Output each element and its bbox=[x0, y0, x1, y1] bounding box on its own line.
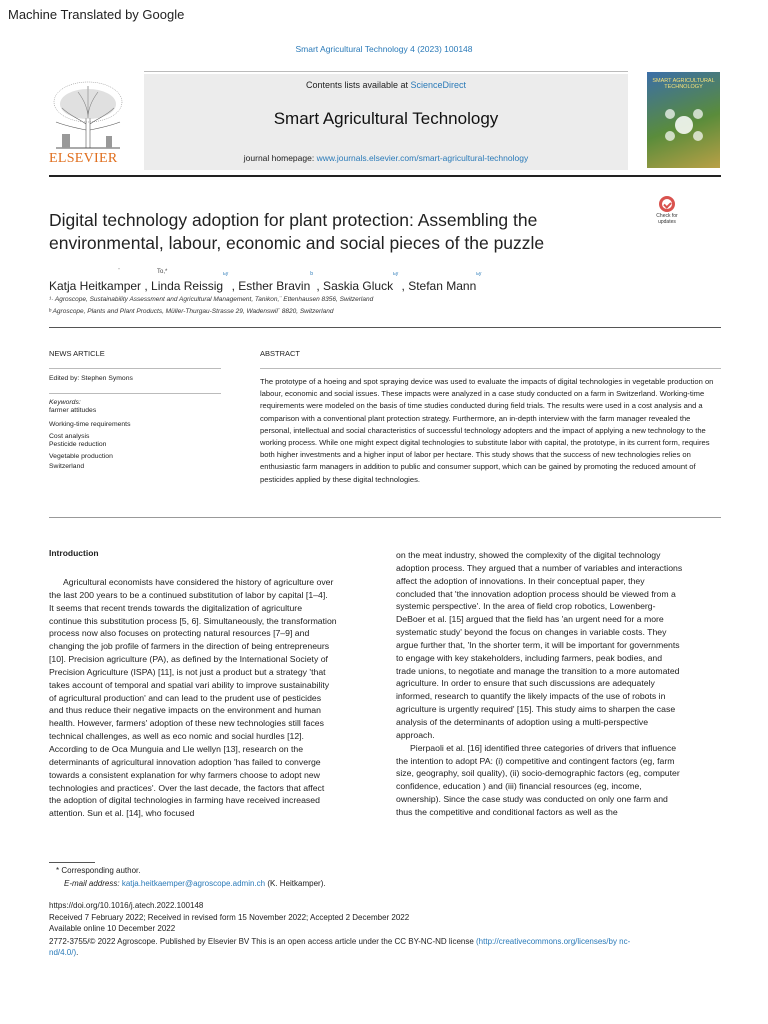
body-line: determinants of agricultural innovation adoption 'has failed to converge bbox=[49, 756, 321, 767]
body-line: ownership). Since the case study was conducted on only one farm and bbox=[396, 794, 668, 805]
body-line: of agricultural production' and can lead to the prudent use of pesticides bbox=[49, 692, 322, 703]
body-line: continue this substitution process [5, 6]. Simultaneously, the transformation bbox=[49, 615, 337, 626]
contents-line bbox=[144, 80, 628, 90]
sciencedirect-link[interactable]: ScienceDirect bbox=[410, 80, 467, 90]
body-line: on the meat industry, showed the complexity of the digital technology bbox=[396, 550, 661, 560]
body-line: towards a consistent explanation for why farmers choose to adopt new bbox=[49, 769, 320, 780]
body-line: the last 200 years to be a continued substitution of labor by capital [1–4]. bbox=[49, 589, 328, 600]
intro-column-1 bbox=[49, 576, 375, 820]
article-title bbox=[49, 209, 629, 255]
journal-title: Smart Agricultural Technology bbox=[273, 109, 499, 128]
body-line: concluded that 'the innovation adoption process should be viewed from a bbox=[396, 588, 676, 599]
keyword: Switzerland bbox=[49, 463, 85, 470]
author-name[interactable]: Katja Heitkamper bbox=[49, 279, 142, 293]
license-link[interactable]: (http://creativecommons.org/licenses/by nc- bbox=[476, 937, 631, 946]
body-line: Pierpaoli et al. [16] identified three categories of drivers that influence bbox=[410, 742, 677, 753]
license-text: 2772-3755/© 2022 Agroscope. Published by Elsevier BV This is an open access article under the CC BY-NC-ND license bbox=[49, 937, 477, 946]
available-online: Available online 10 December 2022 bbox=[49, 924, 176, 933]
contents-prefix: Contents lists available at bbox=[305, 80, 411, 90]
author-mark-2: To,* bbox=[157, 269, 168, 275]
news-article-heading: NEWS ARTICLE bbox=[49, 349, 105, 358]
body-line: [10]. Precision agriculture (PA), as defined by the International Society of bbox=[49, 654, 328, 665]
license-link-cont[interactable]: nd/4.0/) bbox=[49, 948, 77, 957]
body-line: affect the adoption of innovations. In their conceptual paper, they bbox=[396, 575, 645, 586]
edited-by: Edited by: Stephen Symons bbox=[49, 375, 133, 382]
body-line: technologies and practices'. Over the last decade, the factors that affect bbox=[49, 782, 325, 793]
abstract-text: The prototype of a hoeing and spot spraying device was used to evaluate the impacts of digital technologies in vegetable production on labour, economic and social issues. These impacts were analyzed in a case study conducted on a farm in Switzerland. Working-time requirements were modeled on the basis of time studies conducted during field trials. The results were used in a cost analysis and a comparison with a conventional plant protection strategy. Furthermore, an in-depth interview with the farm manager revealed the personal, intellectual and social characteristics of successful technology adopters and the impact of applying a new technology to the working process. While one might expect digital technologies to substitute labor with capital, the prototype, in its current form, requires both higher investments and a higher input of labor per hectare. This study shows that the success of new technologies relies on enthusiastic farm managers in addition to public and consumer support, which can be gained by promoting the reduced amount of pesticides applied by these digital technologies. bbox=[260, 377, 714, 484]
affiliation-a: ¹· Agroscope, Sustainability Assessment and Agricultural Management, Tanikon,¨ Ettenhausen 8356, Switzerland bbox=[49, 296, 374, 303]
introduction-heading: Introduction bbox=[49, 548, 99, 558]
body-line: takes account of temporal and spatial vari ability to improve sustainability bbox=[49, 679, 330, 690]
machine-translation-watermark: Machine Translated by Google bbox=[8, 7, 185, 22]
doi-link[interactable]: https://doi.org/10.1016/j.atech.2022.100148 bbox=[49, 901, 204, 910]
body-line: adoption process. They argued that a number of variables and interactions bbox=[396, 562, 683, 573]
email-label: E-mail address: bbox=[64, 879, 120, 888]
author-sup: ьу bbox=[393, 271, 399, 277]
author-name[interactable]: , Linda Reissig bbox=[144, 279, 224, 293]
corresponding-author-note: * Corresponding author. bbox=[56, 866, 141, 875]
body-line: systemic perspective'. In the area of field crop robotics, Lowenberg- bbox=[396, 601, 656, 612]
body-line: confidence, education ) and (iii) financial resources (eg, income, bbox=[396, 781, 642, 792]
email-line bbox=[64, 879, 326, 888]
body-line: argue further that, 'In the shorter term, it will be important for governments bbox=[396, 639, 680, 650]
author-name[interactable]: , Esther Bravin bbox=[231, 279, 311, 293]
body-line: health. However, farmers' adoption of these new technologies still faces bbox=[49, 718, 324, 729]
license-line bbox=[49, 936, 721, 958]
author-name[interactable]: , Saskia Gluck bbox=[316, 279, 394, 293]
body-line: According to de Oca Munguia and Lle wellyn [13], research on the bbox=[49, 743, 304, 754]
abstract-heading: ABSTRACT bbox=[260, 349, 301, 358]
received-dates: Received 7 February 2022; Received in revised form 15 November 2022; Accepted 2 December 2022 bbox=[49, 913, 410, 922]
body-line: analysis of the determinants of adoption using a multi-perspective bbox=[396, 716, 649, 727]
body-line: attention. Sun et al. [14], who focused bbox=[49, 808, 195, 819]
author-sup: ьу bbox=[476, 271, 482, 277]
check-updates-label-1: Check for bbox=[656, 213, 678, 219]
keyword: Pesticide reduction bbox=[49, 441, 107, 448]
journal-cover-image bbox=[647, 72, 720, 168]
intro-column-2 bbox=[396, 549, 722, 819]
body-line: agriculture is urgently required' [15]. This study aims to sharpen the case bbox=[396, 704, 676, 715]
author-sup: ьу bbox=[223, 271, 229, 277]
check-updates-icon bbox=[659, 196, 675, 212]
body-line: approach. bbox=[396, 729, 435, 740]
author-name[interactable]: , Stefan Mann bbox=[401, 279, 477, 293]
journal-reference-link[interactable]: Smart Agricultural Technology 4 (2023) 100148 bbox=[295, 44, 473, 54]
author-sup: b bbox=[310, 271, 314, 277]
homepage-prefix: journal homepage: bbox=[243, 153, 317, 163]
elsevier-wordmark: ELSEVIER bbox=[49, 151, 118, 166]
body-line: It seems that recent trends towards the digitalization of agriculture bbox=[49, 602, 303, 613]
email-suffix: (K. Heitkamper). bbox=[267, 879, 326, 888]
body-line: the intention to adopt PA: (i) competitive and contingent factors (eg, farm bbox=[396, 755, 675, 766]
body-line: and thus reduce their negative impacts on the environment and human bbox=[49, 705, 321, 716]
body-line: process now also focuses on protecting natural resources [7–9] and bbox=[49, 628, 310, 639]
email-link[interactable]: katja.heitkaemper@agroscope.admin.ch bbox=[121, 879, 266, 888]
check-updates-label-2: updates bbox=[658, 218, 676, 225]
body-line: changing the job profile of farmers in the direction of being entrepreneurs bbox=[49, 641, 330, 652]
keyword: Vegetable production bbox=[49, 453, 113, 460]
author-mark-1: ¨ bbox=[118, 269, 120, 275]
keyword: farmer attitudes bbox=[49, 407, 97, 414]
body-line: Agricultural economists have considered the history of agriculture over bbox=[63, 577, 334, 587]
body-line: thus the competitive and conditional factors as well as the bbox=[396, 806, 618, 817]
body-line: agriculture. In order to ensure that such discussions are adequately bbox=[396, 678, 655, 689]
body-line: DeBoer et al. [15] argued that the field has 'an urgent need for a more bbox=[396, 614, 664, 625]
cover-title: SMART AGRICULTURAL TECHNOLOGY bbox=[652, 78, 715, 91]
journal-homepage-link[interactable]: www.journals.elsevier.com/smart-agricultural-technology bbox=[316, 153, 529, 163]
affiliation-b: ᵇ Agroscope, Plants and Plant Products, Müller-Thurgau-Strasse 29, Wadenswil¨ 8820, Switzerland bbox=[49, 308, 334, 315]
keywords-label: Keywords: bbox=[49, 399, 81, 406]
article-title-line-1: Digital technology adoption for plant protection: Assembling the bbox=[49, 210, 538, 230]
body-line: informed, research to quantify the likely impacts of the use of robots in bbox=[396, 691, 666, 702]
license-end: . bbox=[76, 948, 79, 957]
body-line: size, geography, soil quality), (ii) socio-demographic factors (eg, computer bbox=[396, 768, 680, 779]
body-line: the adoption of digital technologies in farming have received increased bbox=[49, 795, 320, 806]
body-line: to engage with key stakeholders, including farmers, peak bodies, and bbox=[396, 652, 663, 663]
journal-homepage-line bbox=[144, 153, 628, 163]
body-line: technical challenges, as well as eco nomic and social hurdles [12]. bbox=[49, 731, 304, 742]
body-line: systematic study' beyond the focus on changes in variable costs. They bbox=[396, 627, 667, 638]
keyword: Cost analysis bbox=[49, 433, 90, 440]
keyword: Working-time requirements bbox=[49, 421, 131, 428]
article-title-line-2: environmental, labour, economic and social pieces of the puzzle bbox=[49, 233, 545, 253]
body-line: trade unions, to negotiate and manage the transition to a more automated bbox=[396, 665, 680, 676]
check-for-updates-button[interactable] bbox=[647, 196, 687, 234]
body-line: Precision Agriculture (ISPA) [11], is not just a product but a strategy 'that bbox=[49, 666, 326, 677]
